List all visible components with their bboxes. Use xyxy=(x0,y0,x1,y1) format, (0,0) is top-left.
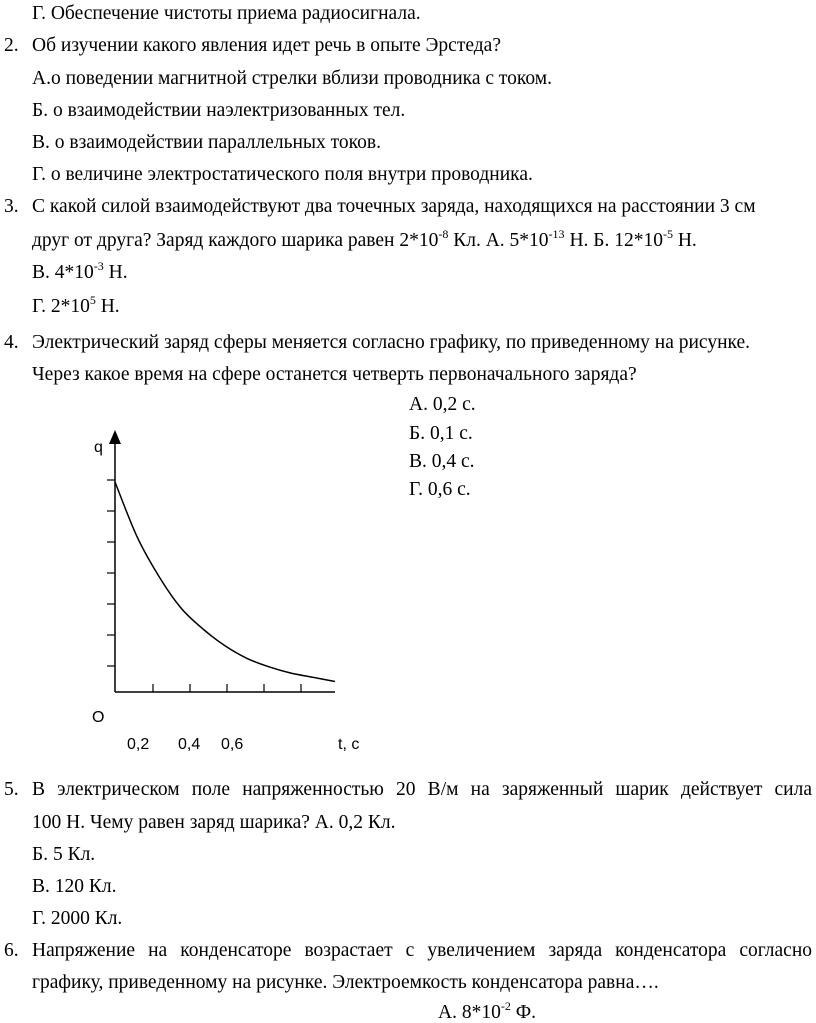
answer-option-d-q2: Г. о величине электростатического поля внутри проводника. xyxy=(32,164,533,185)
y-ticks xyxy=(107,480,115,666)
x-tick-label: 0,2 xyxy=(127,736,150,753)
question-4-line-2: Через какое время на сфере останется четверть первоначального заряда? xyxy=(32,364,637,385)
answer-option-g-q4: Г. 0,6 с. xyxy=(409,479,471,500)
question-number-2: 2. xyxy=(4,35,19,56)
question-number-5: 5. xyxy=(4,779,19,800)
answer-option-v-q4: В. 0,4 с. xyxy=(409,451,475,472)
x-ticks xyxy=(153,684,301,692)
question-6-line-2: графику, приведенному на рисунке. Электроемкость конденсатора равна…. xyxy=(32,972,659,993)
answer-option-v-q3: В. $4*10^{-3}$ Н. xyxy=(32,259,128,283)
answer-option-g-q5: Г. 2000 Кл. xyxy=(32,908,123,929)
question-4-line-1: Электрический заряд сферы меняется согласно графику, по приведенному на рисунке. xyxy=(32,332,751,353)
answer-option-b-q5: Б. 5 Кл. xyxy=(32,844,96,865)
question-3-line-2: друг от друга? Заряд каждого шарика равен $2*10^{-8}$ Кл. А. $5*10^{-13}$ Н. Б. $12*10^{-5}$ Н. xyxy=(32,227,697,251)
answer-option-a-q2: А.о поведении магнитной стрелки вблизи проводника с током. xyxy=(32,68,552,89)
x-tick-label: 0,6 xyxy=(221,736,244,753)
question-number-6: 6. xyxy=(4,940,19,961)
origin-label: О xyxy=(92,709,105,726)
answer-option-g-q3: Г. $2*10^5$ Н. xyxy=(32,293,120,317)
answer-option-b-q2: Б. о взаимодействии наэлектризованных тел. xyxy=(32,100,406,121)
question-number-3: 3. xyxy=(4,196,19,217)
question-6-line-1: Напряжение на конденсаторе возрастает с увеличением заряда конденсатора согласно xyxy=(32,940,812,961)
question-number-4: 4. xyxy=(4,332,19,353)
series-line xyxy=(115,482,335,682)
x-tick-label: 0,4 xyxy=(178,736,201,753)
answer-option-a-q6: А. $8*10^{-2}$ Ф. xyxy=(438,999,536,1023)
answer-option-g-q1: Г. Обеспечение чистоты приема радиосигнала. xyxy=(32,3,421,24)
answer-option-a-q4: А. 0,2 с. xyxy=(409,394,476,415)
chart-axes xyxy=(109,430,335,692)
y-axis-arrow xyxy=(109,430,121,444)
y-axis-label: q xyxy=(94,439,103,456)
answer-option-v-q5: В. 120 Кл. xyxy=(32,876,117,897)
question-3-line-1: С какой силой взаимодействуют два точечных заряда, находящихся на расстоянии 3 см xyxy=(32,196,756,217)
question-5-line-2: 100 Н. Чему равен заряд шарика? А. 0,2 Кл. xyxy=(32,812,396,833)
question-2-text: Об изучении какого явления идет речь в опыте Эрстеда? xyxy=(32,35,501,56)
x-axis-label: t, c xyxy=(338,736,360,753)
question-5-line-1: В электрическом поле напряженностью 20 В/м на заряженный шарик действует сила xyxy=(32,779,812,800)
answer-option-c-q2: В. о взаимодействии параллельных токов. xyxy=(32,132,381,153)
answer-option-b-q4: Б. 0,1 с. xyxy=(409,423,473,444)
